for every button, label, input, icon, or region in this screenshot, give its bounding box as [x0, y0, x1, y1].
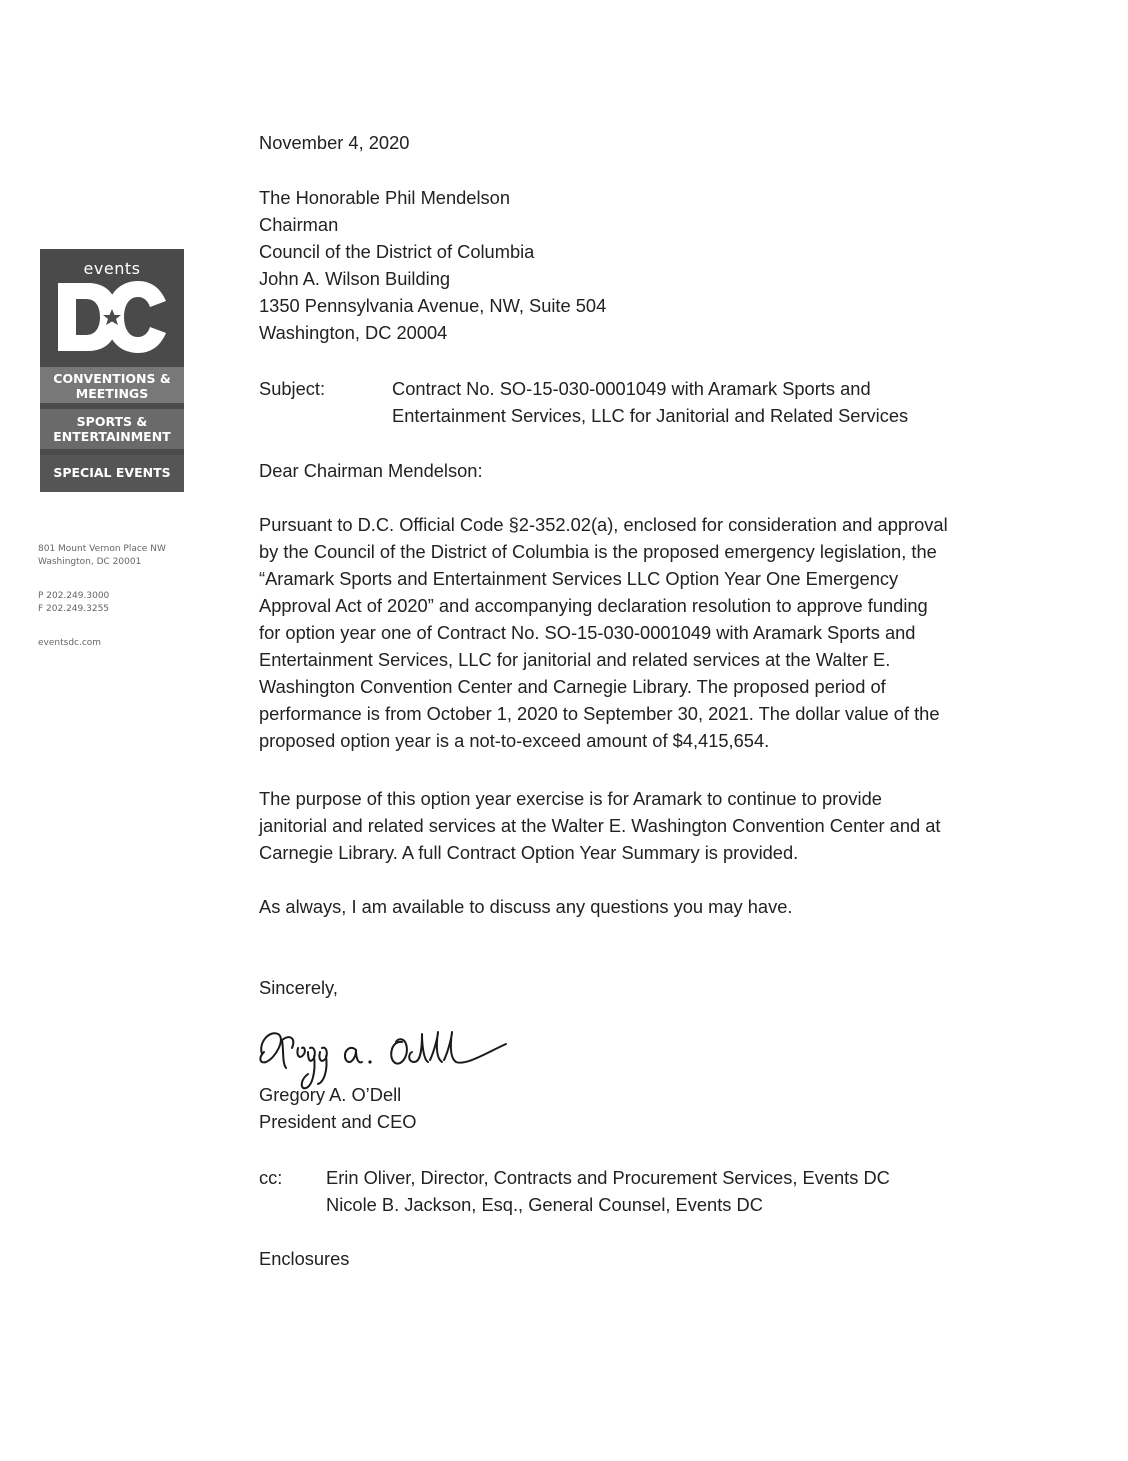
subject-text [392, 375, 1012, 429]
subject-label: Subject: [259, 378, 326, 399]
recipient-line: Council of the District of Columbia [259, 241, 535, 262]
body-paragraph-3: As always, I am available to discuss any questions you may have. [259, 896, 793, 917]
subject-line: Entertainment Services, LLC for Janitorial and Related Services [392, 405, 909, 426]
paragraph-line: by the Council of the District of Columbia is the proposed emergency legislation, the [259, 541, 937, 562]
logo-band-sports: SPORTS & ENTERTAINMENT [40, 409, 184, 449]
recipient-address [259, 184, 606, 346]
paragraph-line: Entertainment Services, LLC for janitorial and related services at the Walter E. [259, 649, 891, 670]
logo-events-text: events [83, 259, 141, 278]
paragraph-line: The purpose of this option year exercise is for Aramark to continue to provide [259, 788, 882, 809]
signer-name: Gregory A. O’Dell [259, 1084, 402, 1105]
recipient-line: The Honorable Phil Mendelson [259, 187, 511, 208]
letter-date: November 4, 2020 [259, 132, 410, 153]
paragraph-line: Approval Act of 2020” and accompanying declaration resolution to approve funding [259, 595, 928, 616]
paragraph-line: Carnegie Library. A full Contract Option Year Summary is provided. [259, 842, 799, 863]
paragraph-line: for option year one of Contract No. SO-15-030-0001049 with Aramark Sports and [259, 622, 916, 643]
paragraph-line: proposed option year is a not-to-exceed amount of $4,415,654. [259, 730, 770, 751]
cc-label: cc: [259, 1167, 283, 1188]
address-line: 801 Mount Vernon Place NW [38, 544, 166, 554]
cc-list [326, 1164, 890, 1218]
recipient-line: 1350 Pennsylvania Avenue, NW, Suite 504 [259, 295, 607, 316]
subject-line: Contract No. SO-15-030-0001049 with Aramark Sports and [392, 378, 871, 399]
body-paragraph-1 [259, 511, 1029, 754]
recipient-line: Chairman [259, 214, 339, 235]
body-paragraph-2 [259, 785, 1029, 866]
cc-recipient: Erin Oliver, Director, Contracts and Procurement Services, Events DC [326, 1167, 890, 1188]
sidebar-website: eventsdc.com [38, 638, 102, 648]
paragraph-line: janitorial and related services at the Walter E. Washington Convention Center and at [259, 815, 941, 836]
events-dc-logo [40, 249, 184, 492]
logo-band-conventions: CONVENTIONS & MEETINGS [40, 367, 184, 403]
address-line: Washington, DC 20001 [38, 557, 142, 567]
logo-band-special-events: SPECIAL EVENTS [40, 455, 184, 492]
recipient-line: John A. Wilson Building [259, 268, 451, 289]
closing: Sincerely, [259, 977, 338, 998]
signer-block [259, 1081, 417, 1135]
sidebar-phone [38, 590, 109, 616]
phone-line: P 202.249.3000 [38, 591, 110, 601]
paragraph-line: Pursuant to D.C. Official Code §2-352.02(a), enclosed for consideration and approval [259, 514, 948, 535]
handwritten-signature [252, 1012, 532, 1092]
salutation: Dear Chairman Mendelson: [259, 460, 483, 481]
logo-dc-mark [54, 277, 170, 357]
paragraph-line: performance is from October 1, 2020 to September 30, 2021. The dollar value of the [259, 703, 940, 724]
paragraph-line: “Aramark Sports and Entertainment Services LLC Option Year One Emergency [259, 568, 899, 589]
recipient-line: Washington, DC 20004 [259, 322, 448, 343]
sidebar-address [38, 543, 166, 569]
fax-line: F 202.249.3255 [38, 604, 110, 614]
cc-recipient: Nicole B. Jackson, Esq., General Counsel, Events DC [326, 1194, 763, 1215]
signer-title: President and CEO [259, 1111, 417, 1132]
enclosures-note: Enclosures [259, 1248, 350, 1269]
paragraph-line: Washington Convention Center and Carnegie Library. The proposed period of [259, 676, 886, 697]
